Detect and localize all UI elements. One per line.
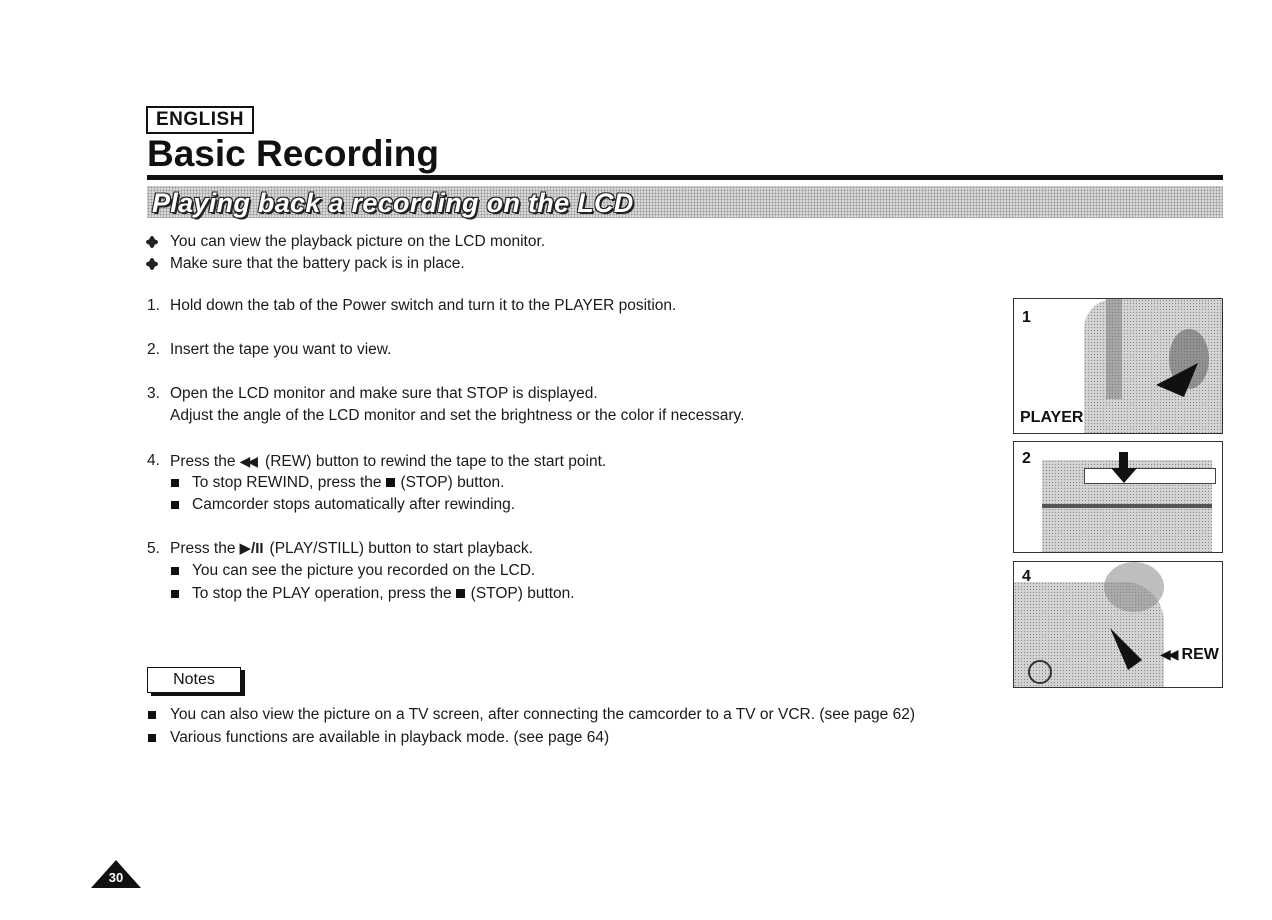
square-bullet-icon [148, 711, 156, 719]
page-number: 30 [108, 870, 124, 885]
diamond-bullet-icon [146, 258, 158, 270]
stop-icon [386, 478, 395, 487]
title-divider [147, 175, 1223, 180]
figure-number: 2 [1022, 450, 1031, 467]
sub-bullet-post: (STOP) button. [470, 585, 575, 602]
intro-line: You can view the playback picture on the LCD monitor. [170, 233, 546, 250]
figure-label: PLAYER [1020, 409, 1084, 426]
figure-1-power-switch [1013, 298, 1223, 434]
step-text-pre: Press the [170, 453, 236, 470]
sub-bullet-pre: To stop REWIND, press the [192, 474, 382, 491]
step-text: Adjust the angle of the LCD monitor and set the brightness or the color if necessary. [170, 407, 745, 424]
step-sub-bullet: You can see the picture you recorded on the LCD. [192, 562, 536, 579]
arrow-icon [1106, 626, 1146, 672]
intro-line: Make sure that the battery pack is in place. [170, 255, 465, 272]
page-title: Basic Recording [147, 133, 439, 174]
step-text: Insert the tape you want to view. [170, 341, 392, 358]
square-bullet-icon [171, 590, 179, 598]
rewind-icon: ◀◀ [239, 453, 256, 469]
grip-shadow [1106, 299, 1122, 399]
figure-number: 1 [1022, 309, 1031, 326]
rewind-icon: ◀◀ [1160, 646, 1176, 662]
step-sub-bullet: Camcorder stops automatically after rewinding. [192, 496, 516, 513]
step-sub-bullet [192, 584, 575, 604]
section-title: Playing back a recording on the LCD [152, 188, 634, 218]
step-number: 2. [147, 341, 160, 358]
play-pause-icon: ▶/II [239, 540, 264, 557]
button-illustration [1028, 660, 1052, 684]
step-text: Open the LCD monitor and make sure that STOP is displayed. [170, 385, 598, 402]
step-text-pre: Press the [170, 540, 236, 557]
figure-number: 4 [1022, 568, 1031, 585]
arrow-icon [1154, 359, 1200, 399]
square-bullet-icon [171, 479, 179, 487]
figure-label [1160, 646, 1219, 664]
square-bullet-icon [148, 734, 156, 742]
sub-bullet-post: (STOP) button. [400, 474, 505, 491]
square-bullet-icon [171, 501, 179, 509]
square-bullet-icon [171, 567, 179, 575]
cassette-slot [1084, 468, 1216, 484]
step-sub-bullet [192, 473, 504, 493]
diamond-bullet-icon [146, 236, 158, 248]
notes-label: Notes [147, 667, 241, 693]
note-item: Various functions are available in playback mode. (see page 64) [170, 729, 610, 746]
language-tag: ENGLISH [146, 106, 254, 134]
step-number: 1. [147, 297, 160, 314]
stop-icon [456, 589, 465, 598]
sub-bullet-pre: To stop the PLAY operation, press the [192, 585, 452, 602]
step-number: 5. [147, 540, 160, 557]
step-number: 3. [147, 385, 160, 402]
figure-4-rew-button [1013, 561, 1223, 688]
down-arrow-icon [1109, 452, 1139, 484]
lens-illustration [1104, 562, 1164, 612]
rew-label: REW [1181, 646, 1219, 663]
step-text [170, 451, 606, 472]
note-item: You can also view the picture on a TV screen, after connecting the camcorder to a TV or VCR. (see page 62) [170, 706, 915, 723]
step-text-post: (PLAY/STILL) button to start playback. [269, 540, 533, 557]
step-text-post: (REW) button to rewind the tape to the start point. [265, 453, 607, 470]
step-number: 4. [147, 452, 160, 469]
figure-2-insert-tape [1013, 441, 1223, 553]
step-text: Hold down the tab of the Power switch and turn it to the PLAYER position. [170, 297, 677, 314]
step-text [170, 539, 533, 559]
tray-edge [1042, 504, 1212, 508]
